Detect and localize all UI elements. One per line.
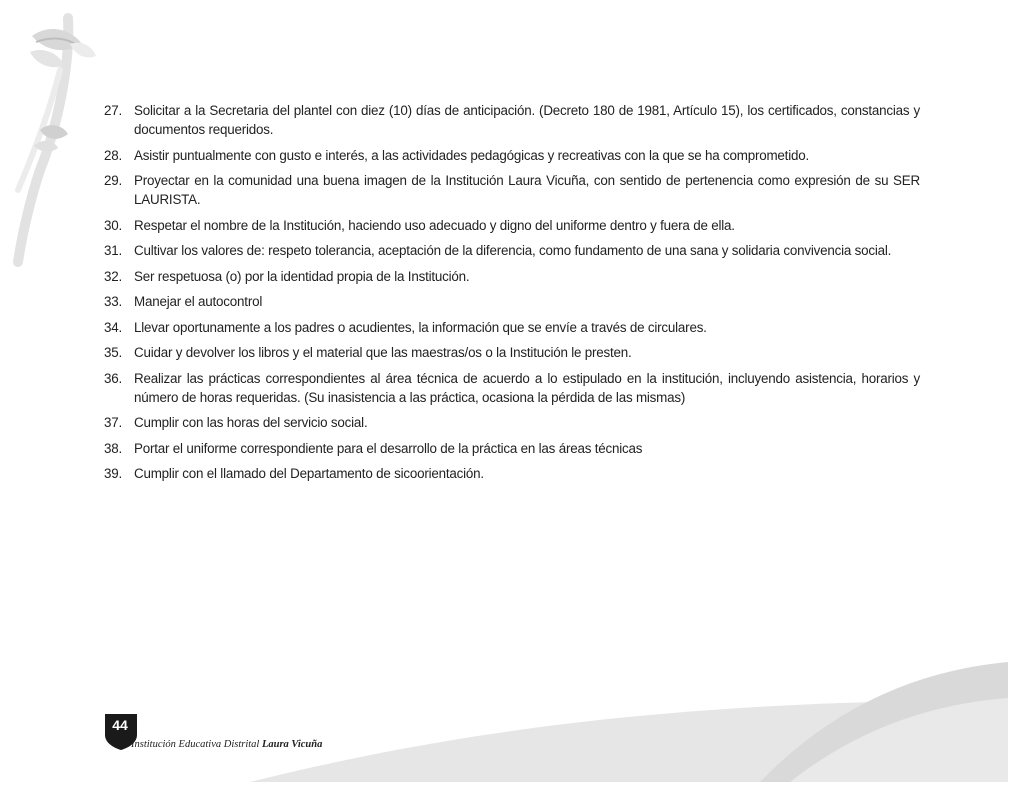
list-item <box>104 439 920 458</box>
item-number: 34. <box>104 319 123 335</box>
item-number: 33. <box>104 294 123 309</box>
item-number: 39. <box>104 466 123 481</box>
item-text: Realizar las prácticas correspondientes al área técnica de acuerdo a lo estipulado en la institución, incluyendo asistencia, horarios y número de horas requeridas. (Su inasistencia a las práctica, ocasiona la pérdida de las mismas) <box>134 370 920 405</box>
item-text: Cultivar los valores de: respeto tolerancia, aceptación de la diferencia, como fundamento de una sana y solidaria convivencia social. <box>134 243 892 258</box>
item-number: 31. <box>104 243 123 258</box>
item-number: 38. <box>104 440 123 456</box>
list-item <box>104 101 920 139</box>
list-item <box>104 413 920 432</box>
item-number: 35. <box>104 345 123 360</box>
item-text: Llevar oportunamente a los padres o acudientes, la información que se envíe a través de circulares. <box>134 319 707 335</box>
institution-name: Laura Vicuña <box>261 739 323 750</box>
list-item <box>104 267 920 286</box>
list-item <box>104 241 920 260</box>
item-number: 29. <box>104 173 123 188</box>
rules-list <box>104 101 920 490</box>
item-text: Portar el uniforme correspondiente para el desarrollo de la práctica en las áreas técnicas <box>134 440 643 456</box>
list-item <box>104 318 920 337</box>
list-item <box>104 343 920 362</box>
item-text: Cuidar y devolver los libros y el material que las maestras/os o la Institución le presten. <box>134 345 632 360</box>
list-item <box>104 171 920 209</box>
item-text: Respetar el nombre de la Institución, haciendo uso adecuado y digno del uniforme dentro y fuera de ella. <box>134 217 735 233</box>
item-number: 28. <box>104 147 123 163</box>
item-number: 27. <box>104 103 123 118</box>
item-text: Cumplir con el llamado del Departamento de sicoorientación. <box>134 466 484 481</box>
list-item <box>104 292 920 311</box>
list-item <box>104 464 920 483</box>
item-text: Cumplir con las horas del servicio social. <box>134 415 368 430</box>
item-number: 30. <box>104 217 123 233</box>
list-item <box>104 216 920 235</box>
item-text: Solicitar a la Secretaria del plantel con diez (10) días de anticipación. (Decreto 180 de 1981, Artículo 15), los certificados, constancias y documentos requeridos. <box>134 103 920 137</box>
footer-institution <box>131 739 322 750</box>
list-item <box>104 369 920 407</box>
item-text: Manejar el autocontrol <box>134 294 263 309</box>
list-item <box>104 146 920 165</box>
institution-prefix: Institución Educativa Distrital <box>131 739 262 750</box>
item-number: 37. <box>104 415 123 430</box>
item-number: 32. <box>104 268 123 284</box>
page-number: 44 <box>112 717 128 733</box>
item-text: Proyectar en la comunidad una buena imagen de la Institución Laura Vicuña, con sentido de pertenencia como expresión de su SER LAURISTA. <box>134 173 920 207</box>
item-text: Asistir puntualmente con gusto e interés, a las actividades pedagógicas y recreativas con la que se ha comprometido. <box>134 147 809 163</box>
item-text: Ser respetuosa (o) por la identidad propia de la Institución. <box>134 268 470 284</box>
item-number: 36. <box>104 370 123 386</box>
